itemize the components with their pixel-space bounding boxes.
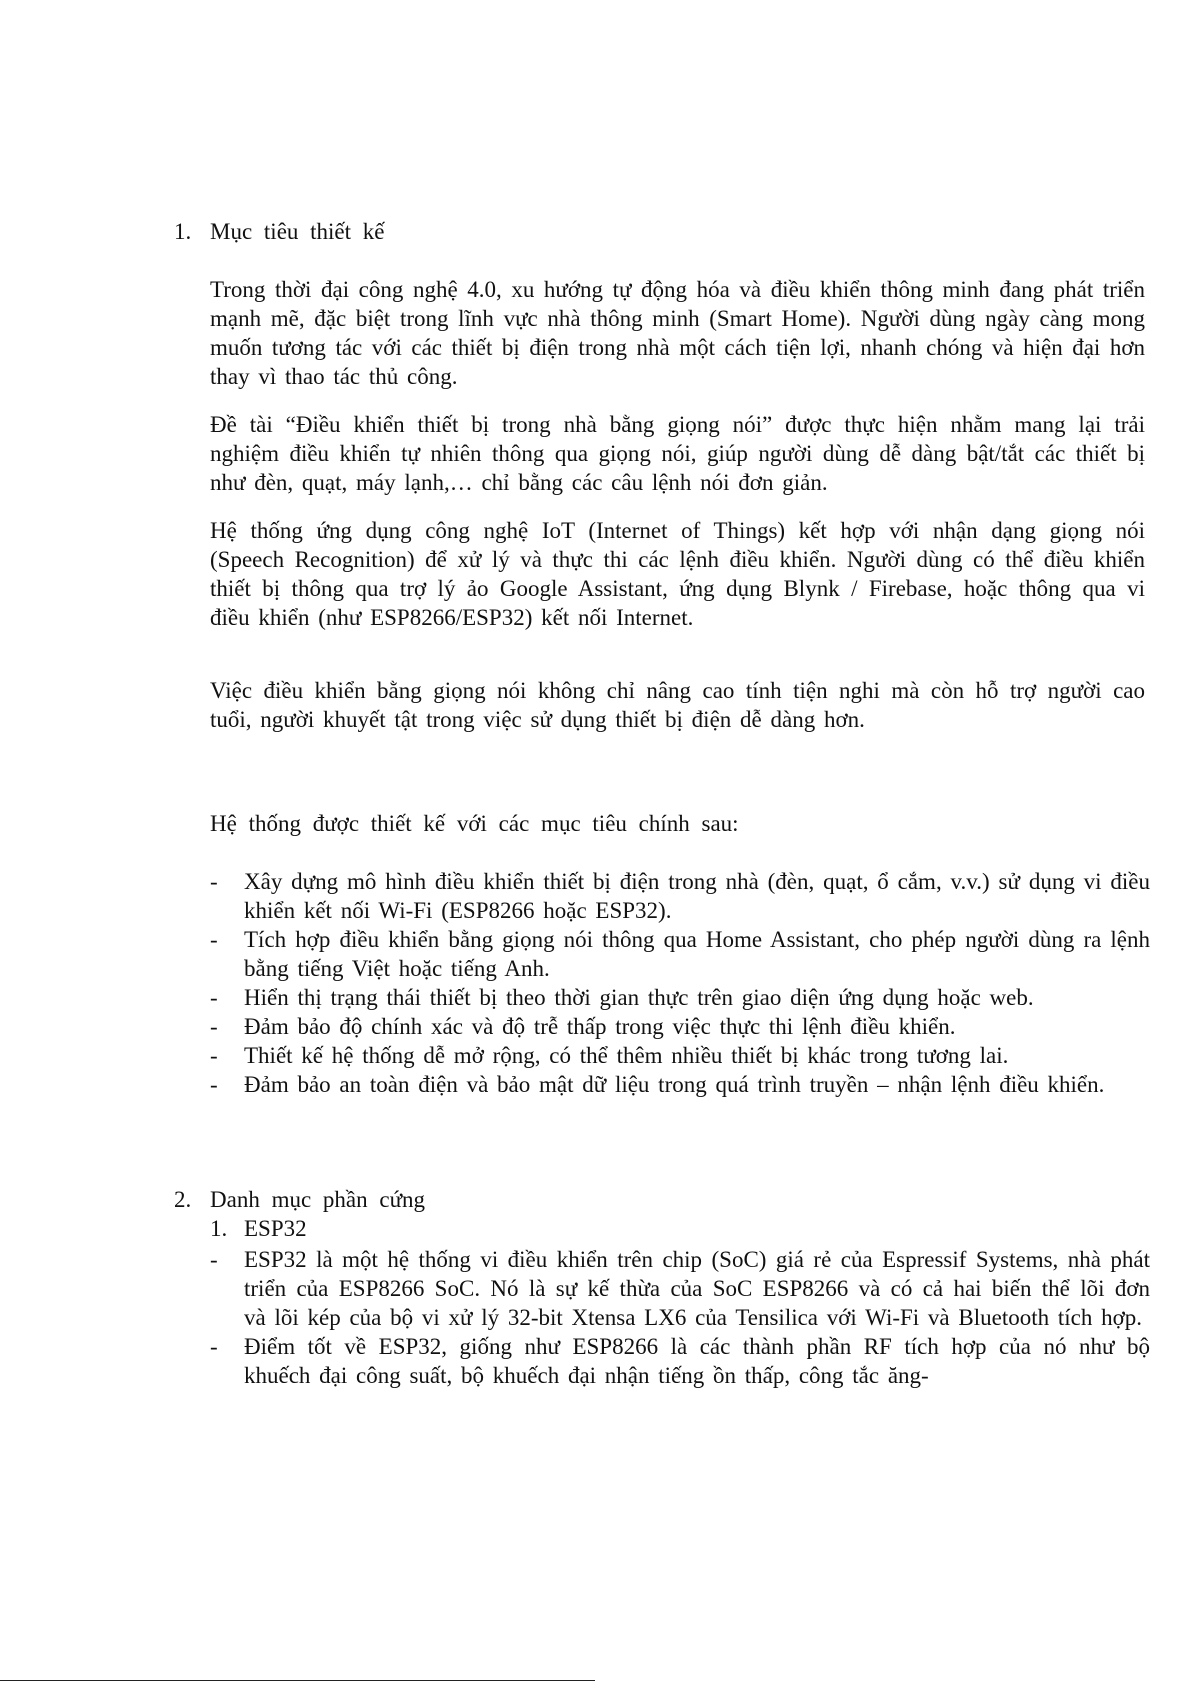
list-item: - Xây dựng mô hình điều khiển thiết bị điện trong nhà (đèn, quạt, ổ cắm, v.v.) sử dụng vi điều khiển kết nối Wi-Fi (ESP8266 hoặc ESP32). [210,869,1150,923]
section-2-title: Danh mục phần cứng [210,1187,426,1212]
paragraph-topic: Đề tài “Điều khiển thiết bị trong nhà bằng giọng nói” được thực hiện nhằm mang lại trải nghiệm điều khiển tự nhiên thông qua giọng nói, giúp người dùng dễ dàng bật/tắt các thiết bị như đèn, quạt, máy lạnh,… chỉ bằng các câu lệnh nói đơn giản. [210,412,1145,495]
list-item: - ESP32 là một hệ thống vi điều khiển trên chip (SoC) giá rẻ của Espressif Systems, nhà phát triển của ESP8266 SoC. Nó là sự kế thừa của SoC ESP8266 và có cả hai biến thể lõi đơn và lõi kép của bộ vi xử lý 32-bit Xtensa LX6 của Tensilica với Wi-Fi và Bluetooth tích hợp. [210,1247,1150,1330]
subsection-title: ESP32 [244,1216,307,1241]
list-dash: - [210,1014,218,1039]
list-dash: - [210,1072,218,1097]
footer-rule [0,1680,595,1681]
section-1-number: 1. [174,219,192,244]
list-dash: - [210,1043,218,1068]
list-dash: - [210,927,218,952]
list-item: - Điểm tốt về ESP32, giống như ESP8266 là các thành phần RF tích hợp của nó như bộ khuếch đại công suất, bộ khuếch đại nhận tiếng ồn thấp, công tắc ăng- [210,1334,1150,1388]
section-1-title: Mục tiêu thiết kế [210,219,385,244]
list-item: - Đảm bảo độ chính xác và độ trễ thấp trong việc thực thi lệnh điều khiển. [210,1014,956,1039]
list-dash: - [210,1334,218,1359]
subsection-heading [210,1216,307,1242]
goals-intro: Hệ thống được thiết kế với các mục tiêu chính sau: [210,811,739,836]
paragraph-system: Hệ thống ứng dụng công nghệ IoT (Internet of Things) kết hợp với nhận dạng giọng nói (Speech Recognition) để xử lý và thực thi các lệnh điều khiển. Người dùng có thể điều khiển thiết bị thông qua trợ lý ảo Google Assistant, ứng dụng Blynk / Firebase, hoặc thông qua vi điều khiển (như ESP8266/ESP32) kết nối Internet. [210,518,1145,630]
section-1-heading [174,219,385,245]
paragraph-intro: Trong thời đại công nghệ 4.0, xu hướng tự động hóa và điều khiển thông minh đang phát triển mạnh mẽ, đặc biệt trong lĩnh vực nhà thông minh (Smart Home). Người dùng ngày càng mong muốn tương tác với các thiết bị điện trong nhà một cách tiện lợi, nhanh chóng và hiện đại hơn thay vì thao tác thủ công. [210,277,1145,389]
list-item: - Tích hợp điều khiển bằng giọng nói thông qua Home Assistant, cho phép người dùng ra lệnh bằng tiếng Việt hoặc tiếng Anh. [210,927,1150,981]
esp32-list [210,1245,1150,1390]
list-dash: - [210,869,218,894]
list-dash: - [210,985,218,1010]
list-item: - Hiển thị trạng thái thiết bị theo thời gian thực trên giao diện ứng dụng hoặc web. [210,985,1034,1010]
list-dash: - [210,1247,218,1272]
subsection-number: 1. [210,1216,228,1241]
section-2-number: 2. [174,1187,192,1212]
paragraph-benefit: Việc điều khiển bằng giọng nói không chỉ nâng cao tính tiện nghi mà còn hỗ trợ người cao tuổi, người khuyết tật trong việc sử dụng thiết bị điện dễ dàng hơn. [210,678,1145,732]
section-2-heading [174,1187,425,1213]
goals-list [210,867,1150,1099]
list-item: - Đảm bảo an toàn điện và bảo mật dữ liệu trong quá trình truyền – nhận lệnh điều khiển. [210,1072,1105,1097]
list-item: - Thiết kế hệ thống dễ mở rộng, có thể thêm nhiều thiết bị khác trong tương lai. [210,1043,1009,1068]
